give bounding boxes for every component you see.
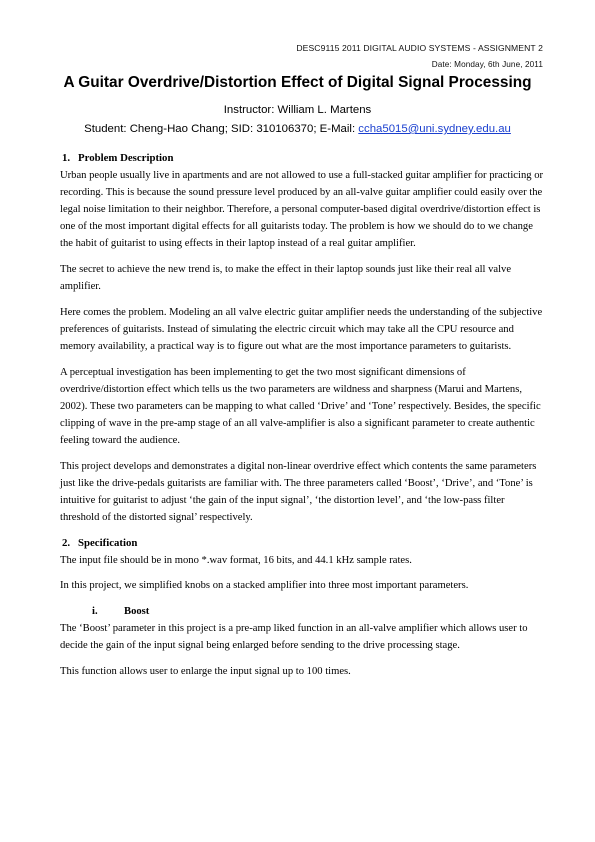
student-info: Student: Cheng-Hao Chang; SID: 310106370; E-Mail: [84, 123, 359, 135]
instructor-line: Instructor: William L. Martens [223, 104, 372, 116]
paper-title: A Guitar Overdrive/Distortion Effect of Digital Signal Processing [63, 74, 532, 91]
subsection-heading-boost [92, 603, 545, 620]
running-header-course: DESC9115 2011 DIGITAL AUDIO SYSTEMS - ASSIGNMENT 2 [296, 43, 543, 53]
paragraph: In this project, we simplified knobs on a stacked amplifier into three most important parameters. [60, 580, 469, 591]
paragraph: This function allows user to enlarge the input signal up to 100 times. [60, 666, 351, 677]
paragraph: The secret to achieve the new trend is, to make the effect in their laptop sounds just like their real all valve amplifier. [60, 264, 512, 292]
section-heading-specification [62, 535, 545, 552]
email-link[interactable]: ccha5015@uni.sydney.edu.au [358, 123, 511, 135]
section-title: Problem Description [78, 152, 174, 164]
section-number: 2. [62, 537, 71, 549]
subsection-number: i. [92, 606, 98, 617]
paragraph: Here comes the problem. Modeling an all valve electric guitar amplifier needs the understanding of the subjective preferences of guitarists. Instead of simulating the electric circuit which may take all the CPU resource and memory availability, a practical way is to figure out what are the most importance parameters to guitarists. [60, 307, 543, 352]
section-heading-problem [62, 150, 545, 167]
subsection-title: Boost [124, 606, 150, 617]
running-header-date: Date: Monday, 6th June, 2011 [431, 60, 543, 69]
paragraph: The input file should be in mono *.wav format, 16 bits, and 44.1 kHz sample rates. [60, 555, 412, 566]
paragraph: A perceptual investigation has been implementing to get the two most significant dimensions of overdrive/distortion effect which tells us the two parameters are wildness and sharpness (Marui and Martens, 2002). These two parameters can be mapping to what called ‘Drive’ and ‘Tone’ respectively. Besides, the specific clipping of wave in the pre-amp stage of an all valve-amplifier is also a significant parameter to create authentic feeling toward the audience. [60, 367, 541, 446]
student-line [0, 123, 595, 135]
paragraph: Urban people usually live in apartments and are not allowed to use a full-stacked guitar amplifier for practicing or recording. This is because the sound pressure level produced by an all-valve guitar amplifier could easily over the legal noise limitation to their neighbor. Therefore, a personal computer-based digital overdrive/distortion effect is one of the most important digital effects for all guitarists today. The problem is how we should do to we change the habit of guitarist to using effects in their laptop instead of a real guitar amplifier. [60, 170, 544, 249]
paragraph: This project develops and demonstrates a digital non-linear overdrive effect which contents the same parameters just like the drive-pedals guitarists are familiar with. The three parameters called ‘Boost’, ‘Drive’, and ‘Tone’ is intuitive for guitarist to adjust ‘the gain of the input signal’, ‘the distortion level’, and ‘the low-pass filter threshold of the distorted signal’ respectively. [60, 461, 537, 523]
section-title: Specification [78, 537, 138, 549]
section-number: 1. [62, 152, 71, 164]
paragraph: The ‘Boost’ parameter in this project is a pre-amp liked function in an all-valve amplifier which allows user to decide the gain of the input signal being enlarged before sending to the drive processing stage. [60, 623, 528, 651]
paper-body [60, 150, 545, 689]
